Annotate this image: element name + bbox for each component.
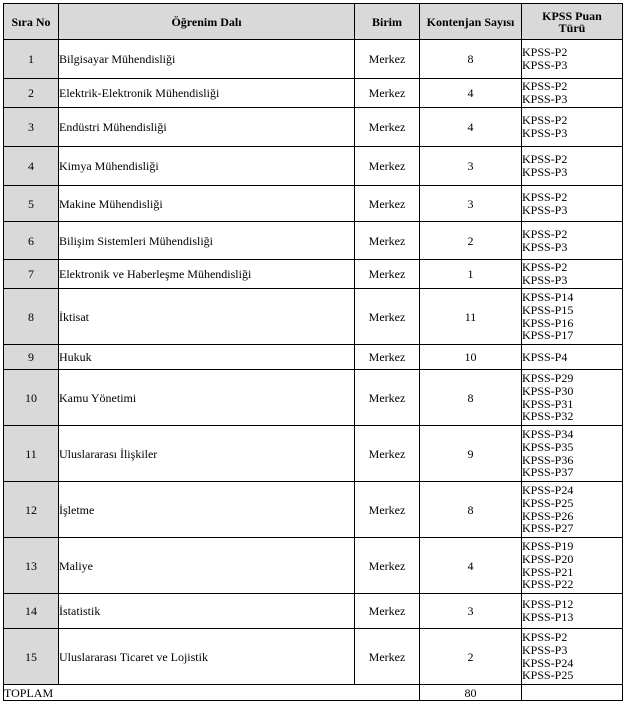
kpss-puan-item: KPSS-P15 <box>522 302 574 317</box>
kpss-puan-item: KPSS-P2 <box>522 630 568 645</box>
row-sira-no: 13 <box>4 538 59 594</box>
row-ogrenim-dali: Hukuk <box>59 345 355 370</box>
table-row <box>4 40 623 79</box>
kpss-puan-item: KPSS-P4 <box>522 349 568 364</box>
kpss-puan-item: KPSS-P27 <box>522 521 574 536</box>
table-body <box>4 40 623 685</box>
row-sira-no: 2 <box>4 79 59 108</box>
kpss-puan-item: KPSS-P2 <box>522 79 568 94</box>
header-kpss-puan-line2: Türü <box>558 20 586 35</box>
row-kpss-puan <box>522 370 623 426</box>
total-empty-cell <box>522 685 623 701</box>
kpss-puan-item: KPSS-P24 <box>522 655 574 670</box>
kpss-puan-item: KPSS-P3 <box>522 126 568 140</box>
kpss-puan-item: KPSS-P3 <box>522 642 568 657</box>
row-kontenjan: 2 <box>420 629 522 685</box>
total-value: 80 <box>420 685 522 701</box>
row-sira-no: 11 <box>4 426 59 482</box>
row-birim: Merkez <box>355 345 420 370</box>
kpss-puan-item: KPSS-P2 <box>522 260 568 275</box>
row-kontenjan: 3 <box>420 186 522 222</box>
row-kpss-puan <box>522 260 623 289</box>
kpss-puan-item: KPSS-P17 <box>522 328 574 343</box>
kpss-puan-item: KPSS-P12 <box>522 597 574 612</box>
total-row <box>4 685 623 701</box>
kpss-puan-item: KPSS-P21 <box>522 564 574 579</box>
row-kpss-puan <box>522 426 623 482</box>
row-ogrenim-dali: Makine Mühendisliği <box>59 186 355 222</box>
kpss-puan-item: KPSS-P2 <box>522 189 568 204</box>
table-row <box>4 629 623 685</box>
row-ogrenim-dali: Elektronik ve Haberleşme Mühendisliği <box>59 260 355 289</box>
row-kontenjan: 4 <box>420 108 522 147</box>
table-row <box>4 260 623 289</box>
row-ogrenim-dali: Bilişim Sistemleri Mühendisliği <box>59 222 355 260</box>
kpss-puan-item: KPSS-P2 <box>522 113 568 128</box>
kpss-puan-item: KPSS-P30 <box>522 383 574 398</box>
row-birim: Merkez <box>355 186 420 222</box>
row-kpss-puan <box>522 147 623 186</box>
row-sira-no: 6 <box>4 222 59 260</box>
kpss-puan-item: KPSS-P36 <box>522 452 574 467</box>
kpss-puan-item: KPSS-P3 <box>522 58 568 72</box>
row-kpss-puan <box>522 482 623 538</box>
row-sira-no: 1 <box>4 40 59 79</box>
table-row <box>4 594 623 629</box>
table-row <box>4 538 623 594</box>
row-kontenjan: 11 <box>420 289 522 345</box>
kpss-puan-item: KPSS-P25 <box>522 668 574 683</box>
row-kpss-puan <box>522 629 623 685</box>
row-birim: Merkez <box>355 594 420 629</box>
table-row <box>4 289 623 345</box>
kpss-puan-item: KPSS-P24 <box>522 483 574 498</box>
row-kpss-puan <box>522 594 623 629</box>
kpss-puan-item: KPSS-P20 <box>522 551 574 566</box>
row-kontenjan: 4 <box>420 79 522 108</box>
kpss-puan-item: KPSS-P3 <box>522 202 568 217</box>
row-sira-no: 3 <box>4 108 59 147</box>
row-ogrenim-dali: Kimya Mühendisliği <box>59 147 355 186</box>
header-kpss-puan <box>522 4 623 40</box>
row-sira-no: 14 <box>4 594 59 629</box>
header-ogrenim-dali: Öğrenim Dalı <box>59 4 355 40</box>
row-kpss-puan <box>522 40 623 79</box>
row-birim: Merkez <box>355 260 420 289</box>
row-birim: Merkez <box>355 289 420 345</box>
kpss-puan-item: KPSS-P14 <box>522 290 574 305</box>
row-birim: Merkez <box>355 629 420 685</box>
row-birim: Merkez <box>355 426 420 482</box>
row-sira-no: 12 <box>4 482 59 538</box>
row-sira-no: 4 <box>4 147 59 186</box>
row-birim: Merkez <box>355 222 420 260</box>
row-kontenjan: 8 <box>420 370 522 426</box>
kpss-puan-item: KPSS-P3 <box>522 92 568 106</box>
kpss-puan-item: KPSS-P32 <box>522 409 574 424</box>
row-sira-no: 15 <box>4 629 59 685</box>
table-row <box>4 186 623 222</box>
kpss-puan-item: KPSS-P2 <box>522 152 568 167</box>
row-ogrenim-dali: Uluslararası İlişkiler <box>59 426 355 482</box>
kpss-puan-item: KPSS-P35 <box>522 439 574 454</box>
row-kontenjan: 8 <box>420 40 522 79</box>
row-kontenjan: 3 <box>420 594 522 629</box>
row-birim: Merkez <box>355 370 420 426</box>
header-birim: Birim <box>355 4 420 40</box>
row-kontenjan: 1 <box>420 260 522 289</box>
table-row <box>4 426 623 482</box>
row-kontenjan: 9 <box>420 426 522 482</box>
row-sira-no: 7 <box>4 260 59 289</box>
table-row <box>4 147 623 186</box>
row-birim: Merkez <box>355 40 420 79</box>
quota-table <box>3 3 623 701</box>
row-sira-no: 5 <box>4 186 59 222</box>
kpss-puan-item: KPSS-P29 <box>522 371 574 386</box>
kpss-puan-item: KPSS-P31 <box>522 396 574 411</box>
row-ogrenim-dali: Kamu Yönetimi <box>59 370 355 426</box>
row-sira-no: 9 <box>4 345 59 370</box>
kpss-puan-item: KPSS-P25 <box>522 495 574 510</box>
row-ogrenim-dali: Elektrik-Elektronik Mühendisliği <box>59 79 355 108</box>
row-ogrenim-dali: İşletme <box>59 482 355 538</box>
header-sira-no: Sıra No <box>4 4 59 40</box>
row-kontenjan: 8 <box>420 482 522 538</box>
kpss-puan-item: KPSS-P2 <box>522 45 568 60</box>
row-birim: Merkez <box>355 482 420 538</box>
row-kpss-puan <box>522 538 623 594</box>
row-kontenjan: 10 <box>420 345 522 370</box>
row-kpss-puan <box>522 79 623 108</box>
table-row <box>4 79 623 108</box>
row-kontenjan: 4 <box>420 538 522 594</box>
kpss-puan-item: KPSS-P22 <box>522 577 574 592</box>
row-kpss-puan <box>522 186 623 222</box>
row-ogrenim-dali: Bilgisayar Mühendisliği <box>59 40 355 79</box>
header-kontenjan: Kontenjan Sayısı <box>420 4 522 40</box>
row-kpss-puan <box>522 289 623 345</box>
row-birim: Merkez <box>355 108 420 147</box>
row-kontenjan: 3 <box>420 147 522 186</box>
header-kpss-puan-line1: KPSS Puan <box>542 8 602 23</box>
header-row <box>4 4 623 40</box>
row-sira-no: 8 <box>4 289 59 345</box>
row-birim: Merkez <box>355 147 420 186</box>
table-row <box>4 222 623 260</box>
row-ogrenim-dali: Endüstri Mühendisliği <box>59 108 355 147</box>
row-kpss-puan <box>522 345 623 370</box>
row-kontenjan: 2 <box>420 222 522 260</box>
table-row <box>4 108 623 147</box>
kpss-puan-item: KPSS-P34 <box>522 427 574 442</box>
kpss-puan-item: KPSS-P3 <box>522 165 568 179</box>
kpss-puan-item: KPSS-P3 <box>522 239 568 254</box>
kpss-puan-item: KPSS-P16 <box>522 315 574 330</box>
table-row <box>4 345 623 370</box>
row-sira-no: 10 <box>4 370 59 426</box>
row-ogrenim-dali: İktisat <box>59 289 355 345</box>
row-kpss-puan <box>522 108 623 147</box>
kpss-puan-item: KPSS-P13 <box>522 610 574 624</box>
row-ogrenim-dali: Uluslararası Ticaret ve Lojistik <box>59 629 355 685</box>
row-birim: Merkez <box>355 79 420 108</box>
kpss-puan-item: KPSS-P2 <box>522 226 568 241</box>
kpss-puan-item: KPSS-P19 <box>522 539 574 554</box>
total-label: TOPLAM <box>4 685 420 701</box>
row-ogrenim-dali: İstatistik <box>59 594 355 629</box>
kpss-puan-item: KPSS-P26 <box>522 508 574 523</box>
row-kpss-puan <box>522 222 623 260</box>
kpss-puan-item: KPSS-P37 <box>522 465 574 480</box>
row-birim: Merkez <box>355 538 420 594</box>
table-row <box>4 370 623 426</box>
kpss-puan-item: KPSS-P3 <box>522 273 568 287</box>
row-ogrenim-dali: Maliye <box>59 538 355 594</box>
table-row <box>4 482 623 538</box>
